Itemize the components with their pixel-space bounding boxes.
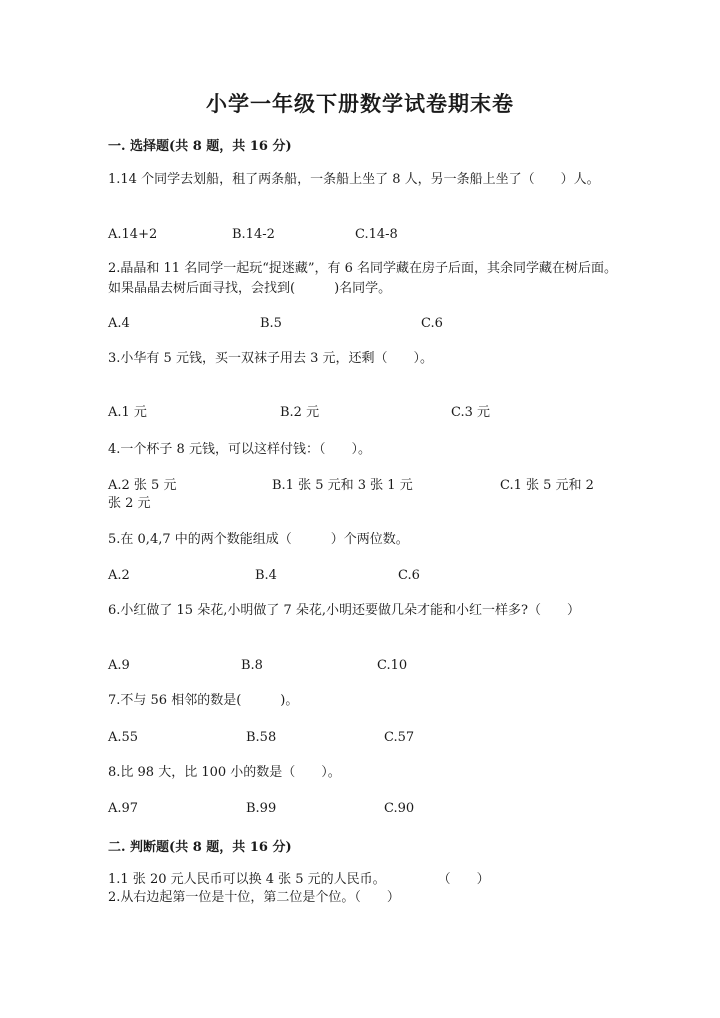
q2-option-c: C.6 [421, 316, 443, 331]
q8-option-c: C.90 [384, 801, 415, 816]
q1-option-c: C.14-8 [355, 227, 398, 242]
q4-option-b: B.1 张 5 元和 3 张 1 元 [272, 478, 413, 493]
q5-option-b: B.4 [255, 568, 277, 583]
q5-option-c: C.6 [398, 568, 420, 583]
q7-option-a: A.55 [108, 730, 139, 745]
q2-option-b: B.5 [260, 316, 282, 331]
question-2: 2.晶晶和 11 名同学一起玩“捉迷藏”，有 6 名同学藏在房子后面，其余同学藏在树后面。如果晶晶去树后面寻找，会找到( )名同学。 [108, 261, 618, 296]
q8-option-b: B.99 [246, 801, 277, 816]
tf-item-2: 2.从右边起第一位是十位，第二位是个位。（ ） [108, 890, 400, 905]
q2-option-a: A.4 [108, 316, 130, 331]
q3-option-a: A.1 元 [108, 405, 147, 420]
q6-option-c: C.10 [377, 658, 408, 673]
q6-option-b: B.8 [241, 658, 263, 673]
question-6: 6.小红做了 15 朵花,小明做了 7 朵花,小明还要做几朵才能和小红一样多?（ ） [108, 603, 580, 618]
section-heading-true-false: 二. 判断题(共 8 题，共 16 分) [108, 840, 292, 855]
q6-option-a: A.9 [108, 658, 130, 673]
question-5: 5.在 0,4,7 中的两个数能组成（ ）个两位数。 [108, 532, 409, 547]
q4-option-c: C.1 张 5 元和 2 [500, 478, 594, 493]
question-4: 4.一个杯子 8 元钱，可以这样付钱：（ ）。 [108, 442, 371, 457]
tf-item-1: 1.1 张 20 元人民币可以换 4 张 5 元的人民币。 （ ） [108, 872, 490, 887]
question-7: 7.不与 56 相邻的数是( )。 [108, 693, 299, 708]
q4-option-c-continued: 张 2 元 [108, 496, 151, 511]
question-3: 3.小华有 5 元钱，买一双袜子用去 3 元，还剩（ ）。 [108, 351, 433, 366]
q3-option-c: C.3 元 [451, 405, 491, 420]
q1-option-b: B.14-2 [232, 227, 275, 242]
question-1: 1.14 个同学去划船，租了两条船，一条船上坐了 8 人，另一条船上坐了（ ）人。 [108, 172, 600, 187]
q3-option-b: B.2 元 [280, 405, 320, 420]
q4-option-a: A.2 张 5 元 [108, 478, 177, 493]
question-8: 8.比 98 大，比 100 小的数是（ ）。 [108, 765, 341, 780]
q7-option-c: C.57 [384, 730, 415, 745]
q1-option-a: A.14+2 [108, 227, 158, 242]
page-title: 小学一年级下册数学试卷期末卷 [206, 91, 514, 116]
q8-option-a: A.97 [108, 801, 139, 816]
section-heading-choice: 一. 选择题(共 8 题，共 16 分) [108, 139, 292, 154]
q7-option-b: B.58 [246, 730, 277, 745]
q5-option-a: A.2 [108, 568, 130, 583]
